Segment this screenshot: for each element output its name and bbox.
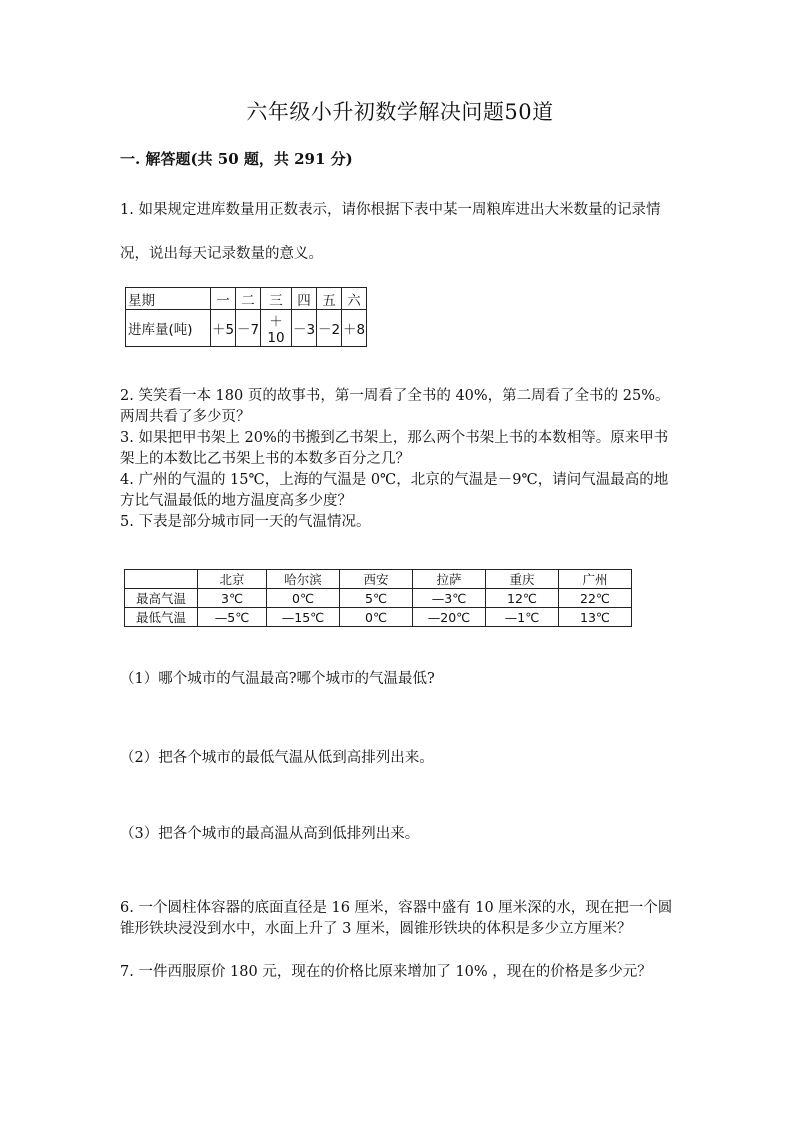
table-cell: 五 — [317, 288, 342, 310]
table-cell: ＋8 — [342, 310, 367, 347]
temperature-table — [124, 569, 632, 627]
page-title: 六年级小升初数学解决问题50道 — [246, 100, 554, 124]
table-cell: 进库量(吨) — [126, 310, 211, 347]
table-cell: —15℃ — [267, 608, 340, 627]
table-cell: 3℃ — [198, 589, 267, 608]
question-5-part-1: （1）哪个城市的气温最高?哪个城市的气温最低? — [120, 671, 435, 687]
table-cell: —20℃ — [413, 608, 486, 627]
table-cell: 四 — [292, 288, 317, 310]
table-cell: 最高气温 — [125, 589, 198, 608]
table-cell: 广州 — [559, 570, 632, 589]
table-cell: 二 — [236, 288, 261, 310]
table-cell: 22℃ — [559, 589, 632, 608]
table-cell: 北京 — [198, 570, 267, 589]
table-cell: ＋10 — [261, 310, 292, 347]
section-heading: 一. 解答题(共 50 题，共 291 分) — [120, 150, 353, 168]
question-3: 3. 如果把甲书架上 20%的书搬到乙书架上，那么两个书架上书的本数相等。原来甲书架上的本数比乙书架上书的本数多百分之几？ — [120, 430, 669, 467]
table-cell: 重庆 — [486, 570, 559, 589]
table-cell: 星期 — [126, 288, 211, 310]
question-7: 7. 一件西服原价 180 元，现在的价格比原来增加了 10% ，现在的价格是多少元？ — [120, 964, 652, 980]
table-cell: ＋5 — [211, 310, 236, 347]
table-cell: 最低气温 — [125, 608, 198, 627]
question-4: 4. 广州的气温的 15℃，上海的气温是 0℃，北京的气温是－9℃，请问气温最高的地方比气温最低的地方温度高多少度？ — [120, 472, 669, 509]
grain-table-header-row — [126, 288, 367, 310]
table-cell: 5℃ — [340, 589, 413, 608]
table-cell: 0℃ — [267, 589, 340, 608]
table-cell: 六 — [342, 288, 367, 310]
table-cell: －3 — [292, 310, 317, 347]
table-cell: —3℃ — [413, 589, 486, 608]
table-cell: 13℃ — [559, 608, 632, 627]
table-cell: 0℃ — [340, 608, 413, 627]
question-1: 1. 如果规定进库数量用正数表示，请你根据下表中某一周粮库进出大米数量的记录情况，说出每天记录数量的意义。 — [120, 202, 661, 262]
table-cell: －2 — [317, 310, 342, 347]
table-cell: —1℃ — [486, 608, 559, 627]
question-6: 6. 一个圆柱体容器的底面直径是 16 厘米，容器中盛有 10 厘米深的水，现在把一个圆锥形铁块浸没到水中，水面上升了 3 厘米，圆锥形铁块的体积是多少立方厘米？ — [120, 900, 673, 937]
question-5-part-3: （3）把各个城市的最高温从高到低排列出来。 — [120, 826, 420, 842]
question-5-part-2: （2）把各个城市的最低气温从低到高排列出来。 — [120, 750, 434, 766]
temperature-table-min-row — [125, 608, 632, 627]
temperature-table-header-row — [125, 570, 632, 589]
grain-table-data-row — [126, 310, 367, 347]
table-cell: 西安 — [340, 570, 413, 589]
temperature-table-max-row — [125, 589, 632, 608]
table-cell: 哈尔滨 — [267, 570, 340, 589]
table-cell: 一 — [211, 288, 236, 310]
table-cell: 三 — [261, 288, 292, 310]
table-cell: 12℃ — [486, 589, 559, 608]
table-cell: —5℃ — [198, 608, 267, 627]
table-cell — [125, 570, 198, 589]
table-cell: －7 — [236, 310, 261, 347]
grain-table — [125, 287, 367, 347]
question-5: 5. 下表是部分城市同一天的气温情况。 — [120, 514, 371, 530]
question-2: 2. 笑笑看一本 180 页的故事书，第一周看了全书的 40%，第二周看了全书的 25%。两周共看了多少页？ — [120, 388, 670, 425]
table-cell: 拉萨 — [413, 570, 486, 589]
